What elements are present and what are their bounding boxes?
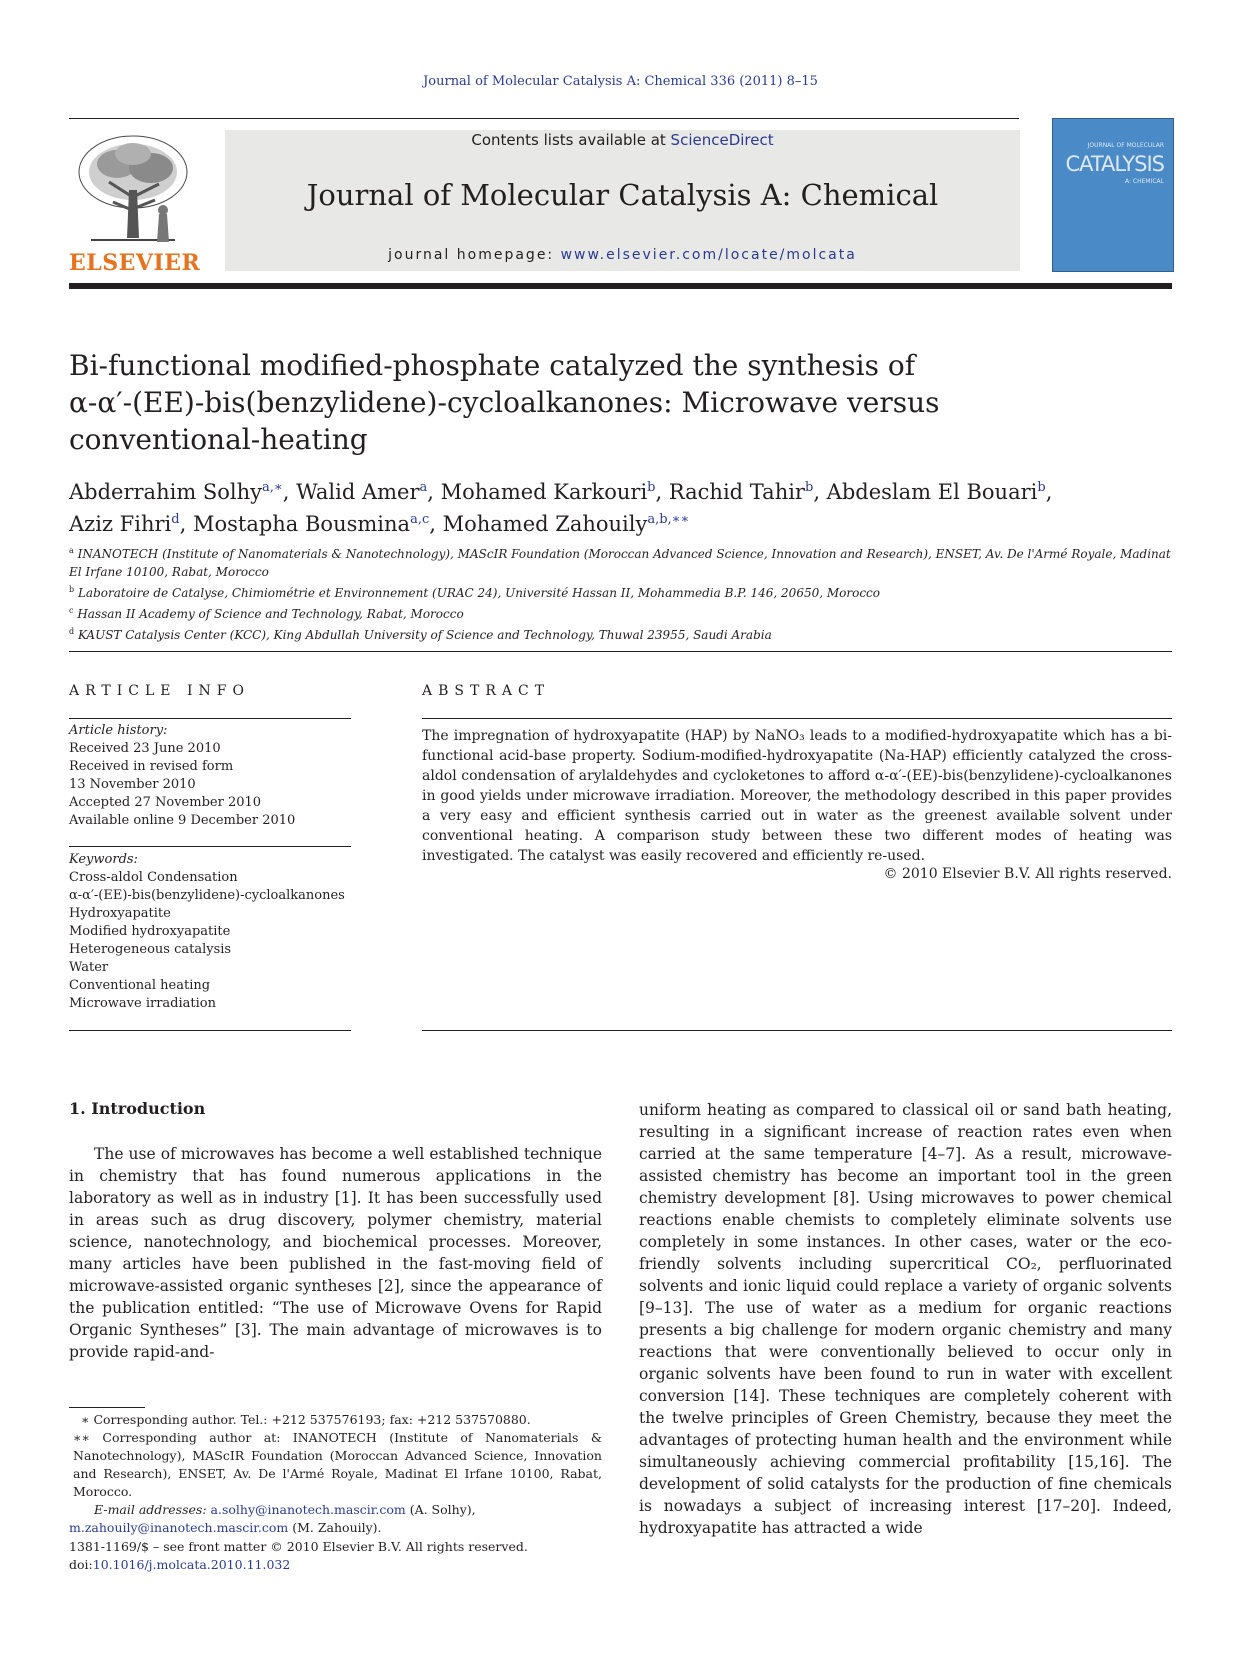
author-affil-mark[interactable]: b bbox=[804, 480, 814, 495]
doi-prefix: doi: bbox=[69, 1557, 93, 1572]
affiliations bbox=[69, 542, 1172, 644]
homepage-prefix: journal homepage: bbox=[388, 247, 561, 263]
author-list bbox=[69, 474, 1172, 538]
author-name: Walid Amer bbox=[296, 480, 420, 504]
email-label: E-mail addresses: bbox=[94, 1502, 207, 1517]
cover-title: CATALYSIS bbox=[1065, 152, 1164, 176]
footnote-emails-2 bbox=[69, 1519, 602, 1537]
keyword-item: Modified hydroxyapatite bbox=[69, 924, 231, 939]
footnote-rule bbox=[69, 1407, 145, 1408]
intro-left-column bbox=[69, 1143, 602, 1363]
affiliation-item bbox=[69, 581, 1172, 602]
keyword-item: α-α′-(EE)-bis(benzylidene)-cycloalkanones bbox=[69, 888, 345, 903]
journal-name: Journal of Molecular Catalysis A: Chemical bbox=[306, 178, 939, 212]
author-name: Aziz Fihri bbox=[69, 512, 172, 536]
history-item: Received in revised form bbox=[69, 759, 234, 774]
affiliation-item bbox=[69, 623, 1172, 644]
abstract-rule-bottom bbox=[422, 1030, 1172, 1031]
keyword-item: Heterogeneous catalysis bbox=[69, 942, 232, 957]
author-name: Abderrahim Solhy bbox=[69, 480, 263, 504]
sciencedirect-link[interactable]: ScienceDirect bbox=[670, 131, 774, 149]
abstract-heading: ABSTRACT bbox=[422, 683, 551, 699]
author-separator: , bbox=[1045, 480, 1053, 504]
footnote-corresponding-1: ∗ Corresponding author. Tel.: +212 537576193; fax: +212 537570880. bbox=[81, 1412, 531, 1427]
affiliation-item bbox=[69, 602, 1172, 623]
affiliation-text: INANOTECH (Institute of Nanomaterials & Nanotechnology), MAScIR Foundation (Moroccan Advanced Science, Innovation and Research), ENSET, Av. De l'Armé Royale, Madinat El Irfane 10100, Rabat, Morocco bbox=[69, 547, 1171, 579]
affiliation-mark: a bbox=[69, 546, 74, 555]
author-line-1 bbox=[69, 474, 1172, 506]
author-line-2 bbox=[69, 506, 1172, 538]
title-line-1: Bi-functional modified-phosphate catalyzed the synthesis of bbox=[69, 349, 916, 382]
keyword-item: Conventional heating bbox=[69, 978, 211, 993]
author-separator: , bbox=[427, 480, 441, 504]
affiliation-mark: c bbox=[69, 606, 74, 615]
title-line-2: α-α′-(EE)-bis(benzylidene)-cycloalkanones: Microwave versus bbox=[69, 386, 940, 419]
article-info-rule-bottom bbox=[69, 1030, 351, 1031]
running-head[interactable]: Journal of Molecular Catalysis A: Chemical 336 (2011) 8–15 bbox=[423, 74, 818, 89]
author-affil-mark[interactable]: a,c bbox=[410, 512, 430, 527]
article-info-rule-mid bbox=[69, 846, 351, 847]
affiliation-mark: d bbox=[69, 627, 75, 636]
keywords bbox=[69, 851, 351, 1013]
abstract-copyright: © 2010 Elsevier B.V. All rights reserved. bbox=[883, 866, 1172, 882]
footnote-corresponding-2: ∗∗ Corresponding author at: INANOTECH (Institute of Nanomaterials & Nanotechnology), MAScIR Foundation (Moroccan Advanced Science, Innovation and Research), ENSET, Av. De l'Armé Royale, Madinat El Irfane 10100, Rabat, Morocco. bbox=[73, 1430, 602, 1499]
author-affil-mark[interactable]: b bbox=[647, 480, 656, 495]
abstract-text: The impregnation of hydroxyapatite (HAP) by NaNO₃ leads to a modified-hydroxyapatite which has a bi-functional acid-base property. Sodium-modified-hydroxyapatite (Na-HAP) efficiently catalyzed the cross-aldol condensation of arylaldehydes and cycloketones to afford α-α′-(EE)-bis(benzylidene)-cycloalkanones in good yields under microwave irradiation. Moreover, the methodology described in this paper provides a very easy and efficient synthesis carried out in water as the greenest available solvent under conventional heating. A comparison study between these two different modes of heating was investigated. The catalyst was easily recovered and efficiently re-used. bbox=[422, 728, 1172, 864]
intro-right-column bbox=[639, 1099, 1172, 1539]
contents-prefix: Contents lists available at bbox=[471, 131, 671, 149]
author-affil-mark[interactable]: d bbox=[171, 512, 180, 527]
article-title bbox=[69, 347, 1119, 458]
doi-link[interactable]: 10.1016/j.molcata.2010.11.032 bbox=[92, 1557, 291, 1572]
author-affil-mark[interactable]: a bbox=[419, 480, 428, 495]
email-link-zahouily[interactable]: m.zahouily@inanotech.mascir.com bbox=[69, 1520, 289, 1535]
author-name: Mostapha Bousmina bbox=[192, 512, 411, 536]
author-name: Mohamed Karkouri bbox=[440, 480, 648, 504]
email-owner: (M. Zahouily). bbox=[292, 1520, 382, 1535]
affiliations-rule bbox=[69, 651, 1172, 652]
history-label: Article history: bbox=[69, 723, 168, 738]
author-affil-mark[interactable]: b bbox=[1037, 480, 1046, 495]
masthead-bottom-rule bbox=[69, 283, 1172, 289]
abstract-rule-top bbox=[422, 718, 1172, 719]
journal-homepage bbox=[225, 247, 1020, 263]
affiliation-item bbox=[69, 542, 1172, 581]
cover-subtitle: A: CHEMICAL bbox=[1124, 178, 1164, 185]
footnotes bbox=[69, 1411, 602, 1537]
affiliation-mark: b bbox=[69, 585, 75, 594]
cover-supertitle: JOURNAL OF MOLECULAR bbox=[1087, 142, 1164, 149]
contents-line bbox=[225, 131, 1020, 149]
title-line-3: conventional-heating bbox=[69, 423, 368, 456]
footnote-emails bbox=[69, 1501, 602, 1519]
author-separator: , bbox=[813, 480, 827, 504]
history-item: 13 November 2010 bbox=[69, 777, 196, 792]
history-item: Accepted 27 November 2010 bbox=[69, 795, 262, 810]
homepage-link[interactable]: www.elsevier.com/locate/molcata bbox=[560, 247, 857, 263]
email-owner: (A. Solhy), bbox=[409, 1502, 476, 1517]
author-name: Abdeslam El Bouari bbox=[826, 480, 1038, 504]
history-item: Received 23 June 2010 bbox=[69, 741, 221, 756]
affiliation-text: Hassan II Academy of Science and Technology, Rabat, Morocco bbox=[77, 607, 464, 621]
author-name: Rachid Tahir bbox=[668, 480, 805, 504]
history-item: Available online 9 December 2010 bbox=[69, 813, 296, 828]
masthead-top-rule bbox=[69, 118, 1019, 119]
intro-paragraph-continued: uniform heating as compared to classical oil or sand bath heating, resulting in a significant increase of reaction rates even when carried at the same temperature [4–7]. As a result, microwave-assisted chemistry has become an important tool in the green chemistry development [8]. Using microwaves to power chemical reactions enable chemists to completely eliminate solvents use completely in some instances. In other cases, water or the eco-friendly solvents including supercritical CO₂, perfluorinated solvents and ionic liquid could replace a variety of organic solvents [9–13]. The use of water as a medium for organic reactions presents a big challenge for modern organic chemistry and many reactions that were conventionally believed to occur only in organic solvents have been found to run in water with excellent conversion [14]. These techniques are completely coherent with the twelve principles of Green Chemistry, because they meet the advantages of protecting human health and the environment while simultaneously achieving commercial profitability [15,16]. The development of solid catalysts for the production of fine chemicals is nowadays a subject of increasing interest [17–20]. Indeed, hydroxyapatite has attracted a wide bbox=[639, 1101, 1172, 1537]
elsevier-wordmark: ELSEVIER bbox=[69, 250, 201, 276]
tree-icon bbox=[69, 130, 197, 250]
issn-line: 1381-1169/$ – see front matter © 2010 Elsevier B.V. All rights reserved. bbox=[69, 1539, 528, 1554]
keyword-item: Water bbox=[69, 960, 109, 975]
intro-paragraph: The use of microwaves has become a well established technique in chemistry that has found numerous applications in the laboratory as well as in industry [1]. It has been successfully used in areas such as drug discovery, polymer chemistry, material science, nanotechnology, and biochemical processes. Moreover, many articles have been published in the fast-moving field of microwave-assisted organic syntheses [2], since the appearance of the publication entitled: “The use of Microwave Ovens for Rapid Organic Syntheses” [3]. The main advantage of microwaves is to provide rapid-and- bbox=[69, 1145, 602, 1361]
introduction-heading: 1. Introduction bbox=[69, 1099, 206, 1118]
author-separator: , bbox=[655, 480, 669, 504]
doi-line bbox=[69, 1556, 602, 1574]
author-separator: , bbox=[282, 480, 297, 504]
keyword-item: Hydroxyapatite bbox=[69, 906, 171, 921]
author-separator: , bbox=[429, 512, 443, 536]
issn-block bbox=[69, 1538, 602, 1574]
keywords-label: Keywords: bbox=[69, 852, 138, 867]
keyword-item: Microwave irradiation bbox=[69, 996, 216, 1011]
author-name: Mohamed Zahouily bbox=[442, 512, 648, 536]
author-affil-mark[interactable]: a,b,∗∗ bbox=[647, 512, 690, 527]
affiliation-text: KAUST Catalysis Center (KCC), King Abdullah University of Science and Technology, Thuwal 23955, Saudi Arabia bbox=[77, 628, 772, 642]
article-history bbox=[69, 722, 351, 830]
affiliation-text: Laboratoire de Catalyse, Chimiométrie et Environnement (URAC 24), Université Hassan II, Mohammedia B.P. 146, 20650, Morocco bbox=[77, 586, 880, 600]
email-link-solhy[interactable]: a.solhy@inanotech.mascir.com bbox=[210, 1502, 406, 1517]
author-separator: , bbox=[179, 512, 193, 536]
keyword-item: Cross-aldol Condensation bbox=[69, 870, 238, 885]
article-info-rule-top bbox=[69, 718, 351, 719]
article-info-heading: ARTICLE INFO bbox=[69, 683, 250, 699]
author-affil-mark[interactable]: a,∗ bbox=[262, 480, 283, 495]
